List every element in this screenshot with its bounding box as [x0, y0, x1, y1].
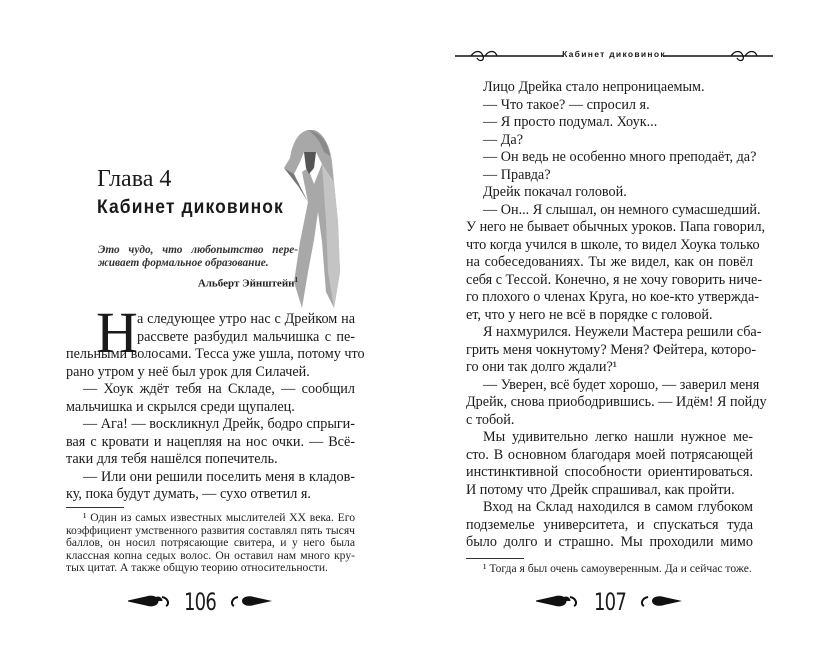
text-line: Я нахмурился. Неужели Мастера решили сба-: [483, 324, 762, 340]
chapter-number: Глава 4: [97, 166, 172, 192]
text-line: ¹ Один из самых известных мыслителей XX века. Его: [83, 511, 355, 524]
text-line: ¹ Тогда я был очень самоуверенным. Да и сейчас тоже.: [483, 562, 752, 575]
text-line: пельными волосами. Тесса уже ушла, потому что: [66, 346, 365, 362]
text-line: было долго и страшно. Мы проходили мимо: [466, 534, 753, 550]
text-line: — Правда?: [483, 166, 551, 183]
footnote: [66, 512, 355, 575]
text-line: ку, пока будут думать, — сухо ответил я.: [66, 486, 311, 502]
right-page: [410, 0, 820, 656]
chapter-title: Кабинет диковинок: [97, 197, 284, 218]
text-line: инстинктивной способности ориентироваться.: [466, 464, 753, 480]
footnote-divider: [466, 558, 524, 559]
author-name: Альберт Эйнштейн: [197, 277, 295, 290]
text-line: рано утром у неё был урок для Силачей.: [66, 363, 310, 380]
text-line: — Уверен, всё будет хорошо, — заверил меня: [483, 376, 760, 393]
text-line: — Что такое? — спросил я.: [483, 96, 650, 113]
text-line: подземелье университета, и спускаться туда: [466, 516, 753, 533]
text-line: тых цитат. А также общую теорию относительности.: [66, 561, 328, 575]
text-line: рассвете разбудил мальчишка с пе-: [137, 328, 355, 345]
ornament-right-icon: [227, 594, 272, 608]
footnote: [466, 563, 753, 576]
text-line: коэффициент умственного развития составлял пять тысяч: [66, 523, 355, 537]
text-line: сто. В основном благодаря моей потрясающей: [466, 446, 753, 463]
text-line: что когда учился в школе, то видел Хоука только: [466, 236, 760, 253]
text-line: на собеседованиях. Ты же видел, как он повёл: [466, 254, 753, 270]
text-line: — Или они решили поселить меня в кладов-: [83, 468, 355, 485]
page-number: 107: [593, 588, 627, 616]
body-text: [466, 79, 767, 552]
text-line: У него не бывает обычных уроков. Папа говорил,: [466, 219, 766, 235]
page-number: 106: [183, 588, 217, 616]
text-line: классная копна седых волос. Он оставил нам много кру-: [66, 548, 355, 562]
text-line: — Да?: [483, 131, 524, 148]
epigraph: [98, 244, 298, 269]
epigraph-author: [198, 276, 298, 290]
text-line: — Ага! — воскликнул Дрейк, бодро спрыги-: [83, 416, 355, 432]
text-line: — Он ведь не особенно много преподаёт, да?: [483, 149, 757, 165]
text-line: ет, что у него не всё в порядке с головой.: [466, 306, 713, 323]
text-line: го плохого о членах Круга, но кое-кто утвержда-: [466, 289, 760, 305]
text-line: вая с кровати и нацепляя на нос очки. — Всё-: [66, 433, 355, 450]
text-line: Мы удивительно легко нашли нужное ме-: [483, 429, 753, 445]
text-line: Лицо Дрейка стало непроницаемым.: [483, 79, 705, 95]
body-text: [66, 300, 365, 504]
text-line: Дрейк, снова приободрившись. — Идём! Я пойду: [466, 394, 767, 410]
drop-cap: Н: [96, 300, 138, 365]
text-line: — Он... Я слышал, он немного сумасшедший.: [483, 201, 761, 218]
text-line: баллов, он носил потрясающие свитера, и у него была: [66, 536, 355, 550]
text-line: с тобой.: [466, 411, 515, 428]
footnote-divider: [66, 507, 124, 508]
text-line: а следующее утро нас с Дрейком на: [137, 311, 355, 327]
running-header: [455, 49, 773, 63]
text-line: — Я просто подумал. Хоук...: [483, 114, 658, 130]
text-line: Дрейк покачал головой.: [483, 184, 627, 200]
running-header-title: Кабинет диковинок: [562, 49, 666, 59]
text-line: И потому что Дрейк спрашивал, как пройти.: [466, 481, 735, 498]
text-line: мальчишка и скрылся среди щупалец.: [66, 398, 295, 415]
text-line: себя с Тессой. Конечно, я не хочу говорить ниче-: [466, 271, 763, 288]
text-line: таки для тебя нашёлся попечитель.: [66, 451, 278, 467]
text-line: го они так долго ждали?¹: [466, 359, 618, 375]
epigraph-line: живает формальное образование.: [98, 256, 269, 269]
text-line: Вход на Склад находился в самом глубоком: [483, 499, 753, 515]
text-line: грить меня чокнутому? Меня? Фейтера, которо-: [466, 341, 757, 358]
ornament-right-icon: [637, 594, 682, 608]
text-line: — Хоук ждёт тебя на Складе, — сообщил: [83, 381, 355, 397]
footnote-ref: 1: [294, 276, 298, 284]
epigraph-line: Это чудо, что любопытство пере-: [98, 244, 298, 256]
